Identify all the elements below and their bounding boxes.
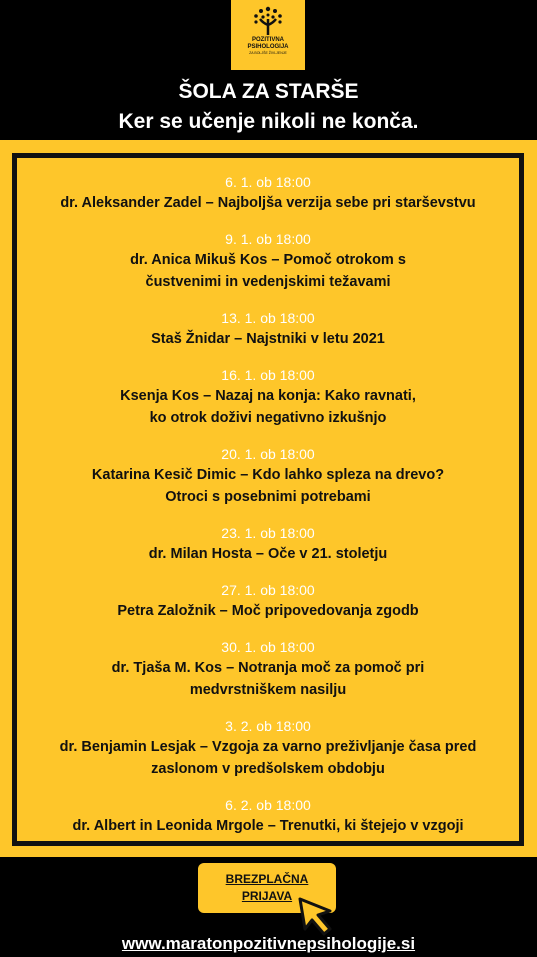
event-title: Staš Žnidar – Najstniki v letu 2021 xyxy=(151,331,385,347)
website-link[interactable]: www.maratonpozitivnepsihologije.si xyxy=(121,934,416,953)
event-title: dr. Milan Hosta – Oče v 21. stoletju xyxy=(148,546,388,562)
event-date: 16. 1. ob 18:00 xyxy=(221,367,315,383)
event-item xyxy=(17,309,519,350)
event-title-cont: ko otrok doživi negativno izkušnjo xyxy=(149,410,387,426)
event-title: Katarina Kesič Dimic – Kdo lahko spleza na drevo? xyxy=(91,467,445,483)
logo-tagline: ZA BOLJŠE ŽIVLJENJE xyxy=(249,51,287,55)
event-date: 23. 1. ob 18:00 xyxy=(221,525,315,541)
event-item xyxy=(17,638,519,701)
event-title: dr. Tjaša M. Kos – Notranja moč za pomoč pri xyxy=(111,660,425,676)
event-title-cont: Otroci s posebnimi potrebami xyxy=(165,489,371,505)
register-button-label-line2: PRIJAVA xyxy=(241,889,293,903)
event-title: dr. Aleksander Zadel – Najboljša verzija sebe pri starševstvu xyxy=(60,195,476,211)
event-title-cont: čustvenimi in vedenjskimi težavami xyxy=(145,274,391,290)
schedule-frame xyxy=(12,153,524,846)
event-date: 6. 1. ob 18:00 xyxy=(225,174,311,190)
page-title: ŠOLA ZA STARŠE xyxy=(178,80,359,103)
event-item xyxy=(17,524,519,565)
event-list xyxy=(17,173,519,853)
event-title: dr. Albert in Leonida Mrgole – Trenutki, ki štejejo v vzgoji xyxy=(72,818,464,834)
event-title: dr. Anica Mikuš Kos – Pomoč otrokom s xyxy=(130,252,406,268)
event-item xyxy=(17,173,519,214)
event-title: Ksenja Kos – Nazaj na konja: Kako ravnati, xyxy=(120,388,416,404)
event-item xyxy=(17,581,519,622)
event-date: 20. 1. ob 18:00 xyxy=(221,446,315,462)
event-title-cont: zaslonom v predšolskem obdobju xyxy=(151,761,385,777)
event-item xyxy=(17,717,519,780)
event-title: Petra Založnik – Moč pripovedovanja zgodb xyxy=(117,603,419,619)
event-title: dr. Benjamin Lesjak – Vzgoja za varno preživljanje časa pred xyxy=(59,739,477,755)
logo-text-line2: PSIHOLOGIJA xyxy=(247,44,289,50)
event-item xyxy=(17,796,519,837)
event-date: 30. 1. ob 18:00 xyxy=(221,639,315,655)
tree-logo-icon xyxy=(251,5,285,37)
logo xyxy=(231,0,305,70)
page-subtitle: Ker se učenje nikoli ne konča. xyxy=(118,110,419,133)
event-date: 9. 1. ob 18:00 xyxy=(225,231,311,247)
event-title-cont: medvrstniškem nasilju xyxy=(189,682,347,698)
event-date: 6. 2. ob 18:00 xyxy=(225,797,311,813)
cursor-arrow-icon xyxy=(296,895,336,937)
event-item xyxy=(17,230,519,293)
logo-text-line1: POZITIVNA xyxy=(251,37,284,43)
event-date: 3. 2. ob 18:00 xyxy=(225,718,311,734)
event-date: 27. 1. ob 18:00 xyxy=(221,582,315,598)
event-item xyxy=(17,366,519,429)
event-item xyxy=(17,445,519,508)
register-button-label-line1: BREZPLAČNA xyxy=(225,872,309,886)
event-date: 13. 1. ob 18:00 xyxy=(221,310,315,326)
schedule-panel xyxy=(0,140,537,857)
